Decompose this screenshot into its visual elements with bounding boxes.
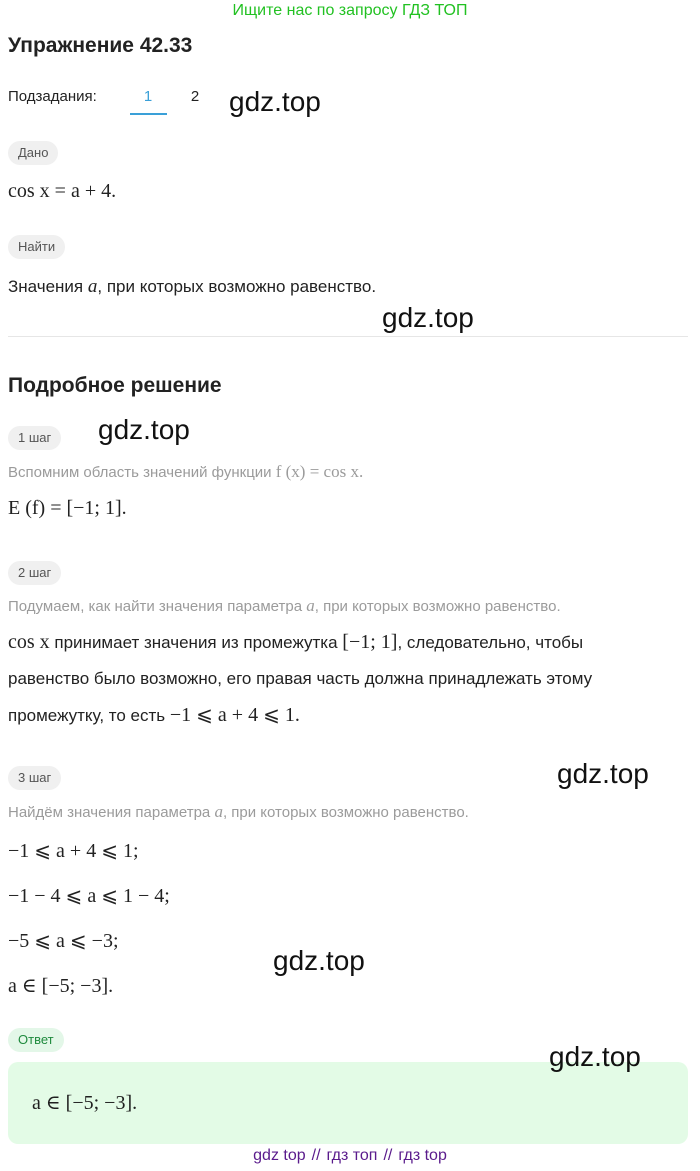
- step-1-hint: Вспомним область значений функции f (x) = cos x.: [8, 462, 364, 481]
- step-3-line-2: −1 − 4 ⩽ a ⩽ 1 − 4;: [8, 885, 170, 907]
- answer-expression: a ∈ [−5; −3].: [32, 1092, 138, 1114]
- footer-separator: //: [311, 1147, 321, 1164]
- footer-link-1[interactable]: gdz top: [253, 1147, 306, 1164]
- step-2-paragraph-line-2: равенство было возможно, его правая часть должна принадлежать этому: [8, 669, 593, 688]
- step-3-hint: Найдём значения параметра a, при которых возможно равенство.: [8, 802, 469, 821]
- step-3-line-3: −5 ⩽ a ⩽ −3;: [8, 930, 119, 952]
- subtasks-label: Подзадания:: [8, 88, 97, 105]
- step-2-paragraph-line-3: промежутку, то есть −1 ⩽ a + 4 ⩽ 1.: [8, 704, 300, 726]
- watermark: gdz.top: [382, 302, 474, 333]
- step-2-hint: Подумаем, как найти значения параметра a, при которых возможно равенство.: [8, 596, 561, 615]
- subtask-tab-1[interactable]: 1: [143, 88, 153, 105]
- page-title: Упражнение 42.33: [8, 34, 193, 57]
- watermark: gdz.top: [273, 945, 365, 976]
- step-2-paragraph-line-1: cos x принимает значения из промежутка [−1; 1], следовательно, чтобы: [8, 631, 584, 653]
- find-text: Значения a, при которых возможно равенство.: [8, 276, 377, 297]
- footer-link-3[interactable]: гдз top: [398, 1147, 447, 1164]
- footer-links: [0, 1147, 700, 1165]
- footer-link-2[interactable]: гдз топ: [326, 1147, 378, 1164]
- step-3-line-4: a ∈ [−5; −3].: [8, 975, 114, 997]
- watermark: gdz.top: [98, 414, 190, 445]
- watermark: gdz.top: [549, 1041, 641, 1072]
- watermark: gdz.top: [229, 86, 321, 117]
- step-1-line: E (f) = [−1; 1].: [8, 497, 127, 519]
- step-2-badge: 2 шаг: [8, 561, 61, 585]
- step-3-line-1: −1 ⩽ a + 4 ⩽ 1;: [8, 840, 139, 862]
- watermark: gdz.top: [557, 758, 649, 789]
- step-1-badge: 1 шаг: [8, 426, 61, 450]
- top-banner: Ищите нас по запросу ГДЗ ТОП: [232, 2, 468, 19]
- divider: [8, 336, 688, 337]
- given-expression: cos x = a + 4.: [8, 180, 117, 202]
- answer-badge: Ответ: [8, 1028, 64, 1052]
- step-3-badge: 3 шаг: [8, 766, 61, 790]
- given-badge: Дано: [8, 141, 58, 165]
- active-tab-indicator: [130, 113, 167, 115]
- find-badge: Найти: [8, 235, 65, 259]
- subtask-tab-2[interactable]: 2: [190, 88, 200, 105]
- solution-title: Подробное решение: [8, 374, 222, 397]
- footer-separator: //: [383, 1147, 393, 1164]
